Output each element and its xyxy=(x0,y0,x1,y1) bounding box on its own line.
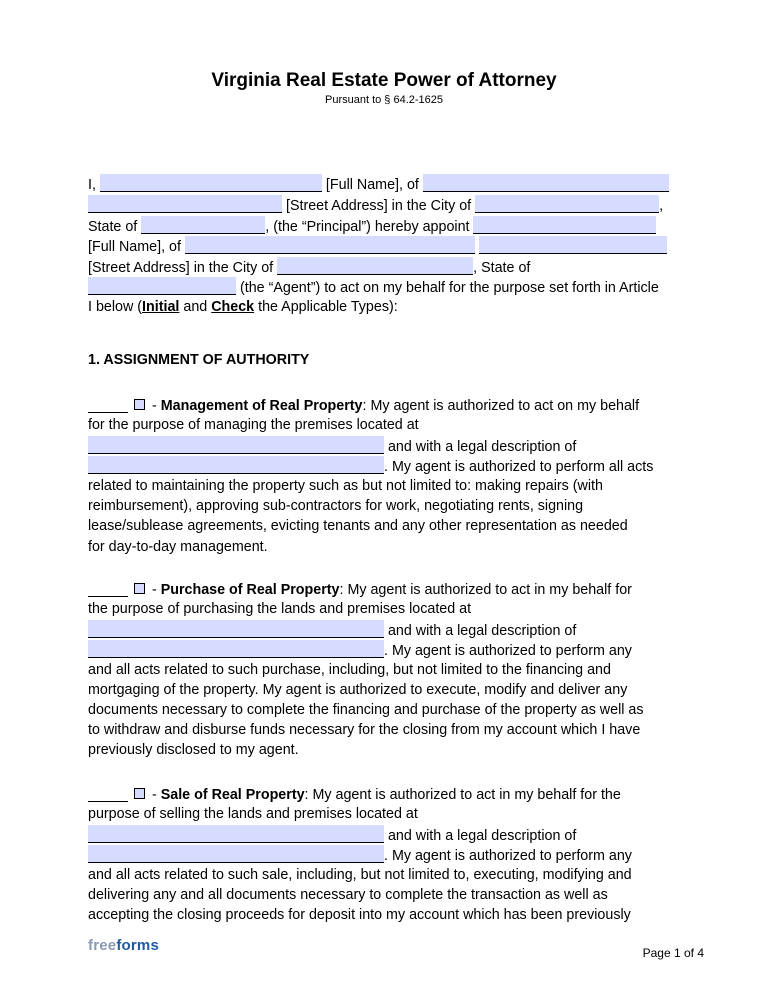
purchase-line-2: the purpose of purchasing the lands and premises located at xyxy=(88,601,472,617)
document-subtitle: Pursuant to § 64.2-1625 xyxy=(324,94,444,106)
management-line-8: for day-to-day management. xyxy=(88,539,268,555)
management-line-2: for the purpose of managing the premises located at xyxy=(88,417,419,433)
document-title: Virginia Real Estate Power of Attorney xyxy=(211,70,557,91)
management-line-4: . My agent is authorized to perform all acts xyxy=(88,456,653,476)
principal-address-field-2[interactable] xyxy=(88,195,282,213)
page-number: Page 1 of 4 xyxy=(642,946,704,960)
agent-address-field-2[interactable] xyxy=(479,236,667,254)
purchase-line-5: and all acts related to such purchase, including, but not limited to the financing and xyxy=(88,662,611,678)
purchase-initial-field[interactable] xyxy=(88,579,128,597)
intro-line-6: (the “Agent”) to act on my behalf for the purpose set forth in Article xyxy=(88,277,659,297)
management-line-1: - Management of Real Property: My agent is authorized to act on my behalf xyxy=(88,395,639,415)
purchase-line-7: documents necessary to complete the financing and purchase of the property as well as xyxy=(88,702,644,718)
intro-line-4: [Full Name], of xyxy=(88,236,667,256)
sale-line-4: . My agent is authorized to perform any xyxy=(88,845,632,865)
purchase-checkbox[interactable] xyxy=(134,583,145,594)
agent-address-field[interactable] xyxy=(185,236,475,254)
purchase-line-9: previously disclosed to my agent. xyxy=(88,742,299,758)
principal-city-field[interactable] xyxy=(475,195,659,213)
management-line-7: lease/sublease agreements, evicting tenants and any other representation as needed xyxy=(88,518,628,534)
sale-checkbox[interactable] xyxy=(134,788,145,799)
purchase-location-field[interactable] xyxy=(88,620,384,638)
purchase-legal-description-field[interactable] xyxy=(88,640,384,658)
intro-line-5: [Street Address] in the City of , State of xyxy=(88,257,530,277)
principal-state-field[interactable] xyxy=(141,216,265,234)
agent-state-field[interactable] xyxy=(88,277,236,295)
intro-line-7: I below (Initial and Check the Applicable Types): xyxy=(88,299,398,315)
freeforms-logo: freeforms xyxy=(88,937,160,954)
sale-line-3: and with a legal description of xyxy=(88,825,576,845)
management-checkbox[interactable] xyxy=(134,399,145,410)
sale-line-7: accepting the closing proceeds for deposit into my account which has been previously xyxy=(88,907,631,923)
purchase-line-8: to withdraw and disburse funds necessary for the closing from my account which I have xyxy=(88,722,641,738)
intro-line-1: I, [Full Name], of xyxy=(88,174,669,194)
purchase-line-3: and with a legal description of xyxy=(88,620,576,640)
sale-legal-description-field[interactable] xyxy=(88,845,384,863)
sale-location-field[interactable] xyxy=(88,825,384,843)
sale-line-5: and all acts related to such sale, including, but not limited to, executing, modifying and xyxy=(88,867,632,883)
management-line-6: reimbursement), approving sub-contractors for work, negotiating rents, signing xyxy=(88,498,584,514)
agent-name-field[interactable] xyxy=(473,216,656,234)
agent-city-field[interactable] xyxy=(277,257,473,275)
section-1-heading: 1. ASSIGNMENT OF AUTHORITY xyxy=(88,352,310,368)
management-initial-field[interactable] xyxy=(88,395,128,413)
principal-name-field[interactable] xyxy=(100,174,322,192)
management-legal-description-field[interactable] xyxy=(88,456,384,474)
management-location-field[interactable] xyxy=(88,436,384,454)
intro-line-2: [Street Address] in the City of , xyxy=(88,195,663,215)
management-line-3: and with a legal description of xyxy=(88,436,576,456)
sale-line-6: delivering any and all documents necessary to complete the transaction as well as xyxy=(88,887,608,903)
purchase-line-6: mortgaging of the property. My agent is authorized to execute, modify and deliver any xyxy=(88,682,628,698)
purchase-line-1: - Purchase of Real Property: My agent is authorized to act in my behalf for xyxy=(88,579,632,599)
intro-line-3: State of , (the “Principal”) hereby appoint xyxy=(88,216,656,236)
sale-line-1: - Sale of Real Property: My agent is authorized to act in my behalf for the xyxy=(88,784,621,804)
management-line-5: related to maintaining the property such as but not limited to: making repairs (with xyxy=(88,478,603,494)
purchase-line-4: . My agent is authorized to perform any xyxy=(88,640,632,660)
sale-line-2: purpose of selling the lands and premises located at xyxy=(88,806,418,822)
principal-address-field[interactable] xyxy=(423,174,669,192)
sale-initial-field[interactable] xyxy=(88,784,128,802)
